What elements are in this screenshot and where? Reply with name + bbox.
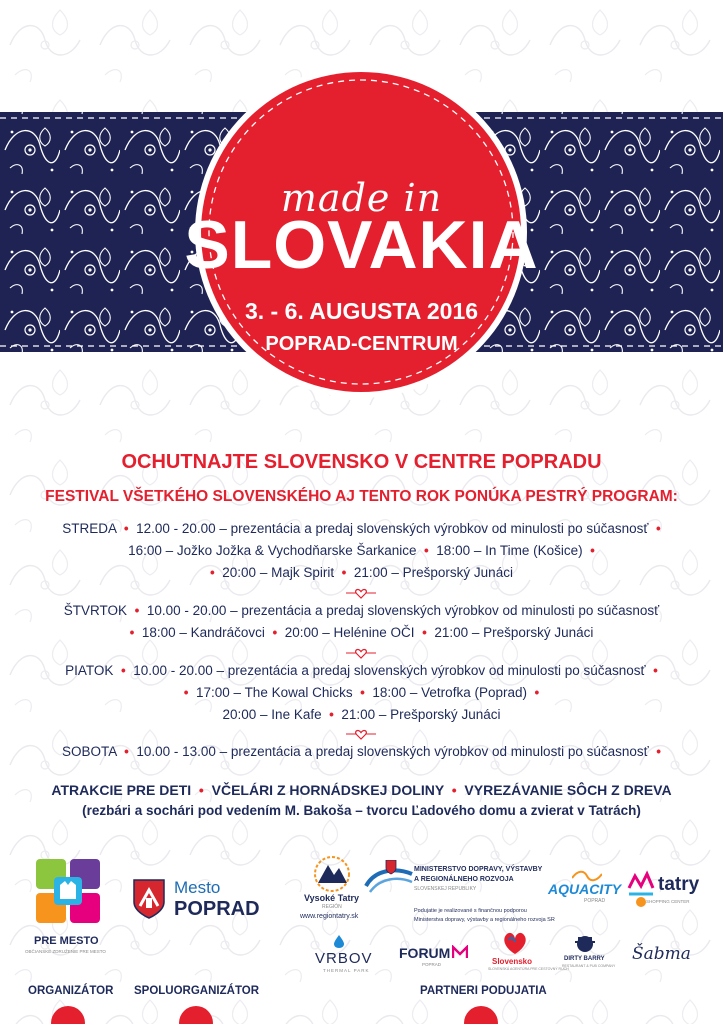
schedule-text: 16:00 – Jožko Jožka & Vychodňarske Šarkanice bbox=[128, 543, 417, 558]
event-title: SLOVAKIA bbox=[184, 207, 539, 283]
heart-divider-icon bbox=[346, 586, 376, 600]
piatok-line-1 bbox=[0, 660, 723, 682]
bullet-icon: • bbox=[120, 744, 133, 759]
vrbov-drop-icon bbox=[332, 934, 346, 948]
schedule-text: 17:00 – The Kowal Chicks bbox=[196, 685, 353, 700]
bullet-icon: • bbox=[195, 782, 208, 798]
vysoke-tatry-label: Vysoké Tatry bbox=[304, 893, 360, 903]
streda-line-2 bbox=[0, 540, 723, 562]
vysoke-tatry-sublabel: REGIÓN bbox=[322, 904, 342, 910]
extra-beekeepers: VČELÁRI Z HORNÁDSKEJ DOLINY bbox=[211, 782, 444, 798]
dirty-barry-sublabel: RESTAURANT & PUB COMPANY bbox=[562, 964, 616, 968]
extra-woodcarving: VYREZÁVANIE SÔCH Z DREVA bbox=[464, 782, 672, 798]
mesto-label: Mesto bbox=[174, 878, 221, 897]
bullet-icon: • bbox=[652, 744, 661, 759]
organizer-label: ORGANIZÁTOR bbox=[28, 985, 114, 997]
schedule-text: 10.00 - 20.00 – prezentácia a predaj slovenských výrobkov od minulosti po súčasnosť bbox=[133, 663, 646, 678]
bullet-icon: • bbox=[210, 565, 219, 580]
subheadline: FESTIVAL VŠETKÉHO SLOVENSKÉHO AJ TENTO ROK PONÚKA PESTRÝ PROGRAM: bbox=[45, 488, 678, 505]
schedule-text: 21:00 – Prešporský Junáci bbox=[341, 707, 501, 722]
schedule-text: 20:00 – Ine Kafe bbox=[222, 707, 322, 722]
event-place: POPRAD-CENTRUM bbox=[265, 333, 458, 355]
forum-sublabel: POPRAD bbox=[422, 962, 442, 967]
aquacity-wave-icon bbox=[572, 868, 602, 882]
event-dates: 3. - 6. AUGUSTA 2016 bbox=[244, 298, 479, 324]
tatry-label: tatry bbox=[658, 874, 700, 895]
bullet-icon: • bbox=[418, 625, 431, 640]
schedule-text: 21:00 – Prešporský Junáci bbox=[353, 565, 513, 580]
ministry-note-2: Ministerstva dopravy, výstavby a regionálneho rozvoja SR bbox=[414, 917, 555, 923]
piatok-line-2 bbox=[0, 682, 723, 704]
headline: OCHUTNAJTE SLOVENSKO V CENTRE POPRADU bbox=[121, 451, 602, 473]
bullet-icon: • bbox=[183, 685, 193, 700]
bullet-icon: • bbox=[120, 521, 133, 536]
sabma-logo: Šabma bbox=[632, 944, 691, 964]
dirty-barry-logo-icon bbox=[572, 934, 598, 954]
day-label: SOBOTA bbox=[62, 744, 117, 759]
stvrtok-line-2 bbox=[0, 622, 723, 644]
bullet-icon: • bbox=[117, 663, 130, 678]
schedule-text: 20:00 – Majk Spirit bbox=[222, 565, 335, 580]
pre-mesto-label: PRE MESTO bbox=[34, 935, 99, 947]
schedule-text: 21:00 – Prešporský Junáci bbox=[434, 625, 594, 640]
bullet-icon: • bbox=[530, 685, 540, 700]
made-in-label: made in bbox=[280, 176, 443, 220]
aquacity-label: AQUACITY bbox=[548, 881, 622, 897]
ministry-note-1: Podujatie je realizované s finančnou podporou bbox=[414, 908, 527, 914]
slovensko-logo-icon bbox=[500, 930, 530, 956]
day-label: ŠTVRTOK bbox=[63, 603, 128, 618]
heart-divider-icon bbox=[346, 727, 376, 741]
schedule-text: 18:00 – In Time (Košice) bbox=[436, 543, 583, 558]
ministry-line-2: A REGIONÁLNEHO ROZVOJA bbox=[414, 876, 514, 883]
schedule-text: 10.00 - 13.00 – prezentácia a predaj slovenských výrobkov od minulosti po súčasnosť bbox=[136, 744, 649, 759]
extra-kids: ATRAKCIE PRE DETI bbox=[51, 782, 192, 798]
bullet-icon: • bbox=[268, 625, 281, 640]
schedule-text: 12.00 - 20.00 – prezentácia a predaj slovenských výrobkov od minulosti po súčasnosť bbox=[136, 521, 649, 536]
poprad-crest-icon bbox=[132, 878, 166, 920]
ministry-line-1: MINISTERSTVO DOPRAVY, VÝSTAVBY bbox=[414, 866, 543, 873]
day-label: STREDA bbox=[62, 521, 117, 536]
ministry-logo-icon bbox=[364, 860, 414, 896]
tatry-sublabel: SHOPPING CENTER bbox=[646, 899, 690, 904]
slovensko-sublabel: SLOVENSKÁ AGENTÚRA PRE CESTOVNÝ RUCH bbox=[488, 967, 569, 971]
bullet-icon: • bbox=[129, 625, 139, 640]
extras-line bbox=[0, 782, 723, 798]
bullet-icon: • bbox=[325, 707, 338, 722]
bullet-icon: • bbox=[586, 543, 595, 558]
regiontatry-url: www.regiontatry.sk bbox=[300, 913, 359, 920]
dirty-barry-label: DIRTY BARRY bbox=[564, 956, 605, 962]
bullet-icon: • bbox=[337, 565, 351, 580]
aquacity-sublabel: POPRAD bbox=[584, 898, 606, 904]
slovensko-label: Slovensko bbox=[492, 957, 533, 966]
streda-line-3 bbox=[0, 562, 723, 584]
pre-mesto-logo-icon bbox=[32, 855, 104, 927]
schedule-text: 18:00 – Kandráčovci bbox=[141, 625, 265, 640]
tatry-shopping-logo-icon bbox=[626, 870, 656, 910]
partners-label: PARTNERI PODUJATIA bbox=[420, 985, 547, 997]
vysoke-tatry-logo-icon bbox=[312, 855, 352, 893]
bullet-icon: • bbox=[649, 663, 658, 678]
bullet-icon: • bbox=[130, 603, 144, 618]
heart-divider-icon bbox=[346, 646, 376, 660]
bullet-icon: • bbox=[356, 685, 369, 700]
schedule-text: 20:00 – Helénine OČI bbox=[284, 625, 415, 640]
vrbov-sublabel: THERMAL PARK bbox=[323, 968, 370, 973]
bullet-icon: • bbox=[652, 521, 661, 536]
coorganizer-label: SPOLUORGANIZÁTOR bbox=[134, 985, 260, 997]
bullet-icon: • bbox=[447, 782, 461, 798]
forum-m-icon bbox=[452, 945, 468, 959]
vrbov-label: VRBOV bbox=[315, 950, 373, 967]
bullet-icon: • bbox=[420, 543, 433, 558]
extras-note: (rezbári a sochári pod vedením M. Bakoša – tvorcu Ľadového domu a zvierat v Tatrách) bbox=[82, 803, 641, 818]
stvrtok-line-1 bbox=[0, 600, 723, 622]
schedule-text: 18:00 – Vetrofka (Poprad) bbox=[372, 685, 527, 700]
streda-line-1 bbox=[0, 518, 723, 540]
sobota-line-1 bbox=[0, 741, 723, 763]
pre-mesto-sublabel: OBČIANSKE ZDRUŽENIE PRE MESTO bbox=[25, 949, 106, 954]
piatok-line-3 bbox=[0, 704, 723, 726]
ministry-line-3: SLOVENSKEJ REPUBLIKY bbox=[414, 886, 477, 892]
poprad-label: POPRAD bbox=[174, 898, 260, 920]
schedule-text: 10.00 - 20.00 – prezentácia a predaj slovenských výrobkov od minulosti po súčasnosť bbox=[146, 603, 660, 618]
day-label: PIATOK bbox=[65, 663, 114, 678]
forum-label: FORUM bbox=[399, 945, 451, 961]
